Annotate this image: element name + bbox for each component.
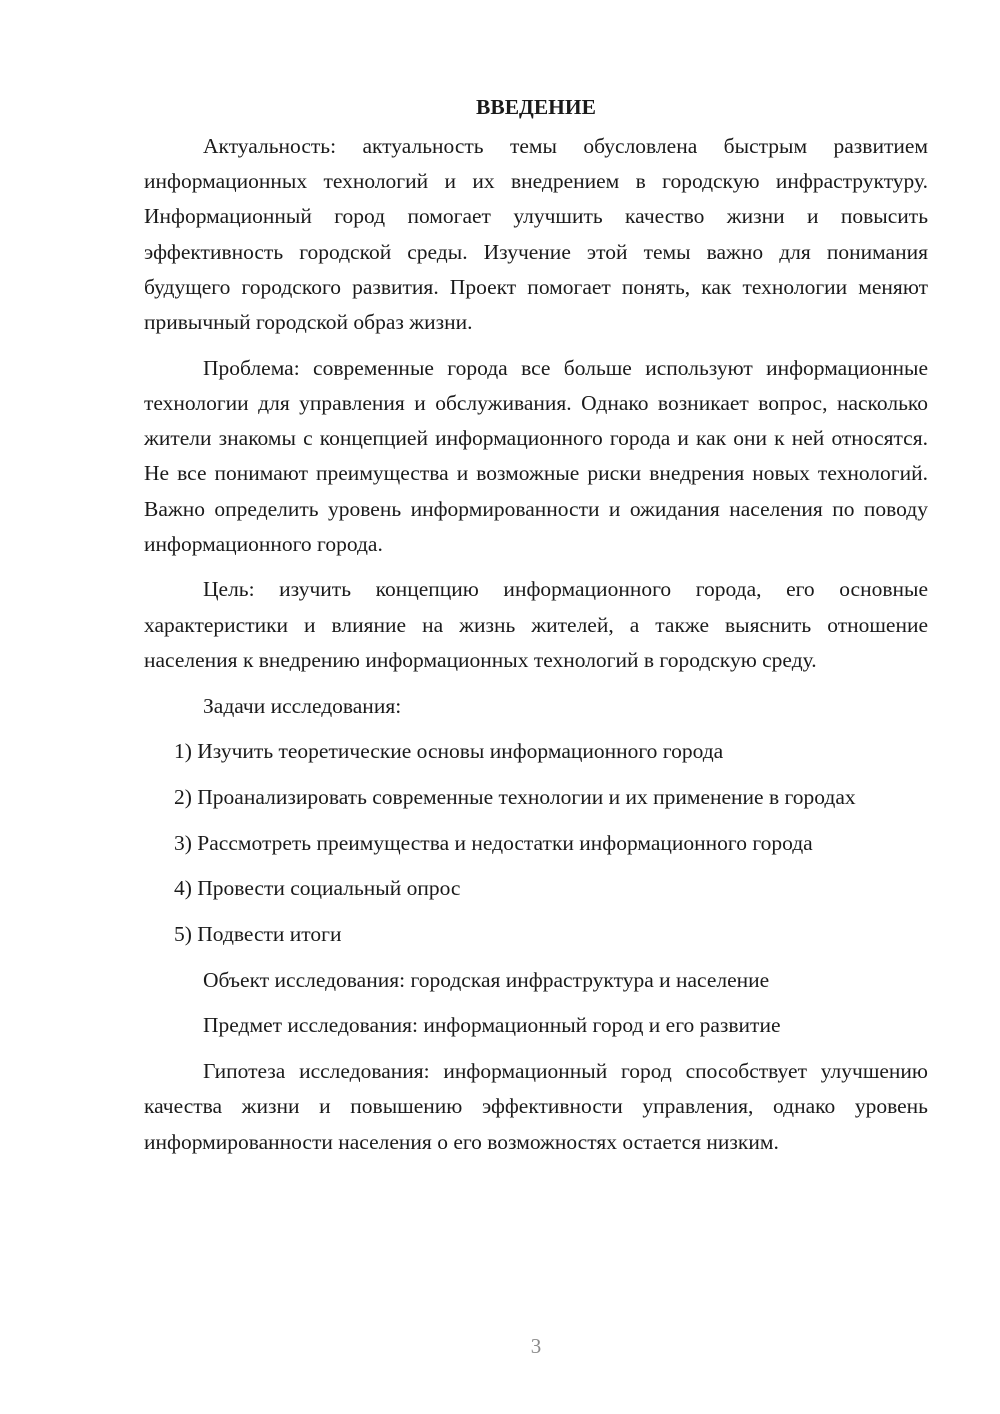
- problem-paragraph: Проблема: современные города все больше используют информационные технологии для управления и обслуживания. Однако возникает вопрос, насколько жители знакомы с концепцией информационного города и как они к ней относятся. Не все понимают преимущества и возможные риски внедрения новых технологий. Важно определить уровень информированности и ожидания населения по поводу информационного города.: [144, 355, 928, 556]
- tasks-heading: Задачи исследования:: [203, 693, 402, 718]
- object-paragraph: Объект исследования: городская инфраструктура и население: [203, 967, 770, 992]
- task-item-5: 5) Подвести итоги: [174, 922, 342, 947]
- goal-paragraph: Цель: изучить концепцию информационного города, его основные характеристики и влияние на жизнь жителей, а также выяснить отношение населения к внедрению информационных технологий в городскую среду.: [144, 577, 928, 672]
- subject-paragraph: Предмет исследования: информационный город и его развитие: [203, 1013, 781, 1038]
- task-item-2: 2) Проанализировать современные технологии и их применение в городах: [174, 784, 856, 809]
- document-page: [144, 90, 928, 1170]
- task-item-3: 3) Рассмотреть преимущества и недостатки информационного города: [174, 830, 813, 855]
- relevance-paragraph: Актуальность: актуальность темы обусловлена быстрым развитием информационных технологий и их внедрением в городскую инфраструктуру. Информационный город помогает улучшить качество жизни и повысить эффективность городской среды. Изучение этой темы важно для понимания будущего городского развития. Проект помогает понять, как технологии меняют привычный городской образ жизни.: [144, 134, 928, 335]
- task-item-1: 1) Изучить теоретические основы информационного города: [174, 739, 724, 764]
- task-item-4: 4) Провести социальный опрос: [174, 876, 461, 901]
- page-title: ВВЕДЕНИЕ: [476, 95, 596, 119]
- page-number: 3: [530, 1334, 542, 1358]
- hypothesis-paragraph: Гипотеза исследования: информационный город способствует улучшению качества жизни и повышению эффективности управления, однако уровень информированности населения о его возможностях остается низким.: [144, 1059, 928, 1154]
